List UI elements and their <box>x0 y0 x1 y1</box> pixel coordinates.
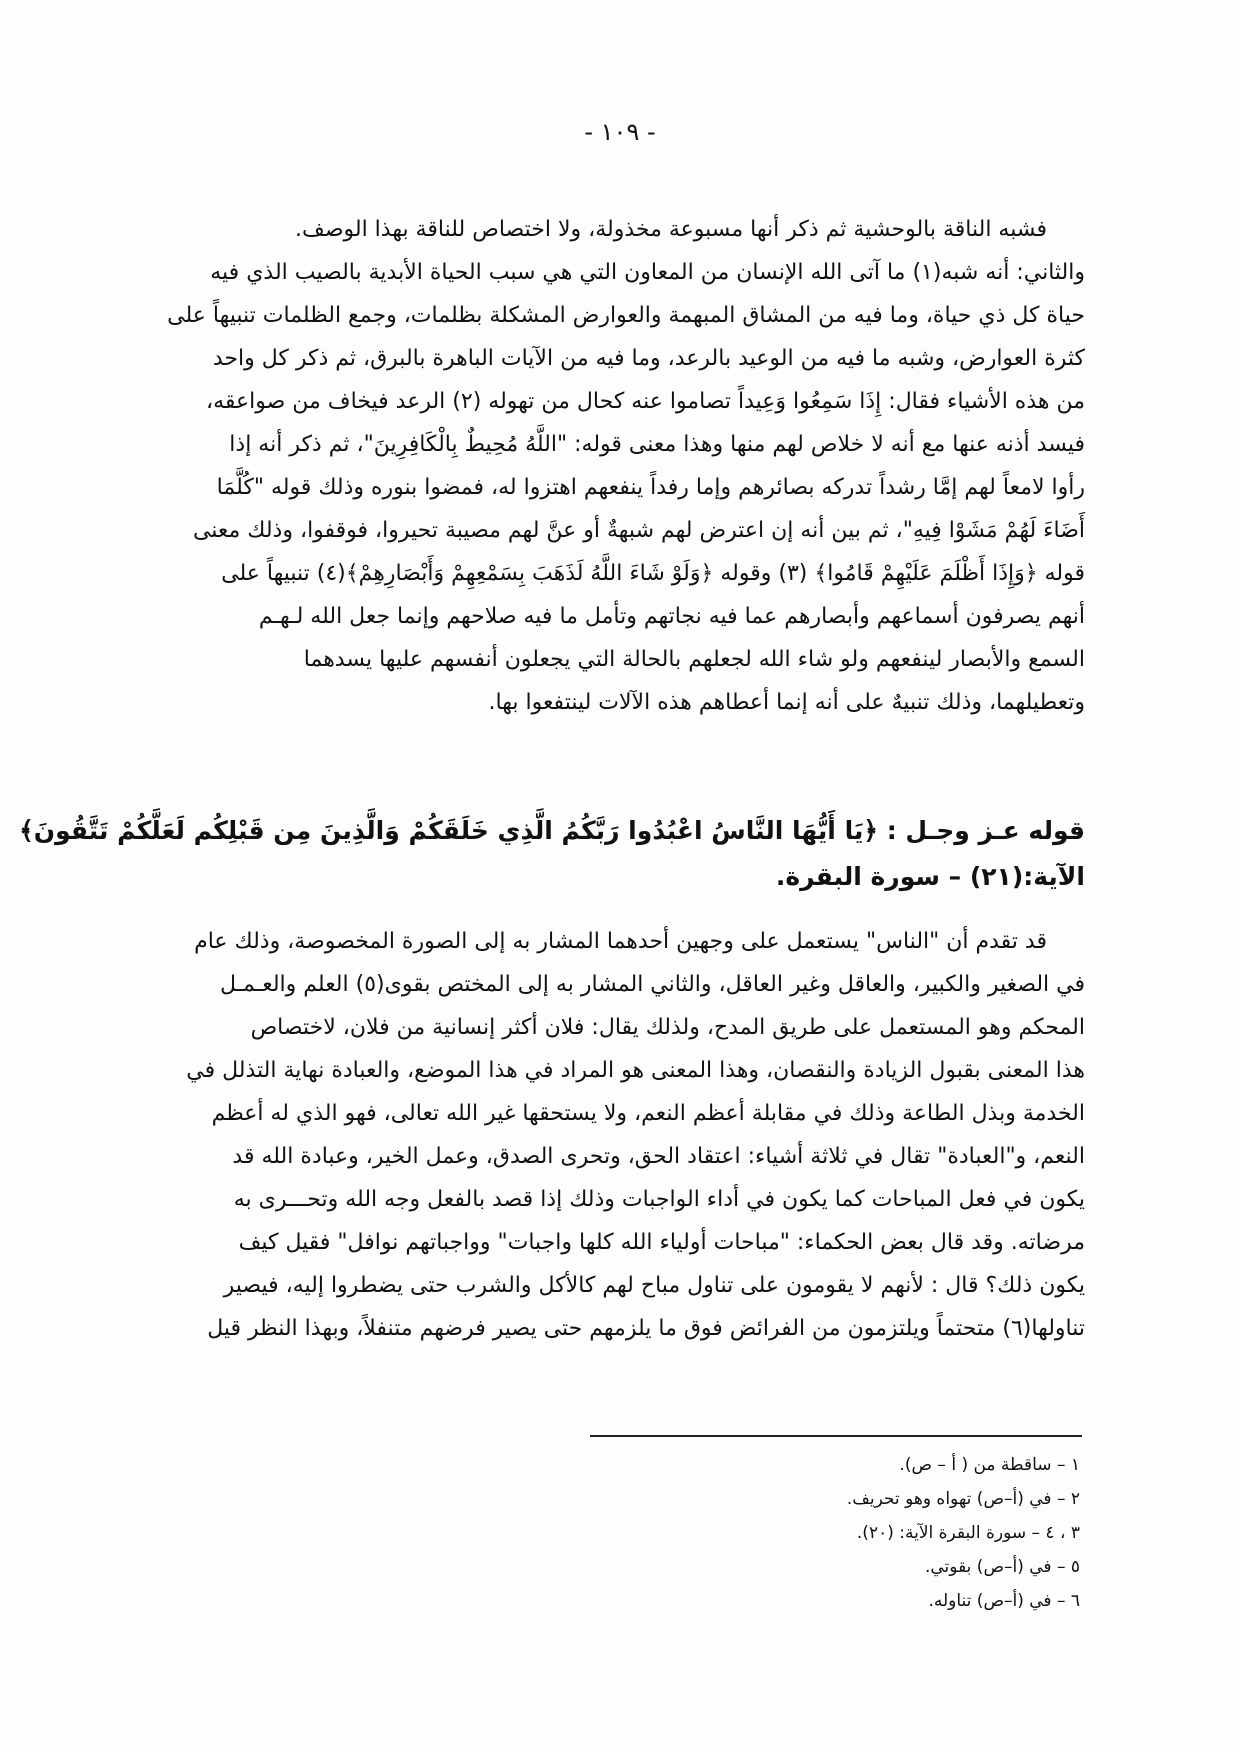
text-line: قوله ﴿وَإِذَا أَظْلَمَ عَلَيْهِمْ قَامُوا﴾ (٣) وقوله ﴿وَلَوْ شَاءَ اللَّهُ لَذَهَبَ بِسَمْعِهِمْ وَأَبْصَارِهِمْ﴾(٤) تنبيهاً على <box>221 561 1085 586</box>
verse-heading-line: قوله عـز وجـل : ﴿يَا أَيُّهَا النَّاسُ اعْبُدُوا رَبَّكُمُ الَّذِي خَلَقَكُمْ وَالَّذِينَ مِن قَبْلِكُم لَعَلَّكُمْ تَتَّقُونَ﴾ <box>19 816 1085 845</box>
verse-heading <box>19 808 1085 900</box>
footnotes <box>600 1448 1080 1618</box>
footnote: ٦ – في (أ–ص) تناوله. <box>928 1591 1080 1611</box>
text-line: يكون ذلك؟ قال : لأنهم لا يقومون على تناول مباح لهم كالأكل والشرب حتى يضطروا إليه، فيصير <box>223 1273 1085 1298</box>
paragraph-2 <box>170 920 1085 1350</box>
text-line: يكون في فعل المباحات كما يكون في أداء الواجبات وذلك إذا قصد بالفعل وجه الله وتحـــرى به <box>233 1187 1085 1212</box>
text-line: مرضاته. وقد قال بعض الحكماء: "مباحات أولياء الله كلها واجبات" وواجباتهم نوافل" فقيل كيف <box>238 1230 1085 1255</box>
text-line: هذا المعنى بقبول الزيادة والنقصان، وهذا المعنى هو المراد في هذا الموضع، والعبادة نهاية التذلل في <box>186 1058 1085 1083</box>
text-line: رأوا لامعاً لهم إمَّا رشداً تدركه بصائرهم وإما رفداً ينفعهم اهتزوا له، فمضوا بنوره وذلك قوله "كُلَّمَا <box>216 475 1085 500</box>
text-line: فيسد أذنه عنها مع أنه لا خلاص لهم منها وهذا معنى قوله: "اللَّهُ مُحِيطٌ بِالْكَافِرِينَ"، ثم ذكر أنه إذا <box>229 432 1085 457</box>
page-number: - ١٠٩ - <box>584 118 656 146</box>
text-line: حياة كل ذي حياة، وما فيه من المشاق المبهمة والعوارض المشكلة بظلمات، وجمع الظلمات تنبيهاً على <box>167 303 1085 328</box>
verse-reference: الآية:(٢١) – سورة البقرة. <box>775 862 1085 891</box>
footnote: ٣ ، ٤ – سورة البقرة الآية: (٢٠). <box>856 1523 1080 1543</box>
text-line: قد تقدم أن "الناس" يستعمل على وجهين أحدهما المشار به إلى الصورة المخصوصة، وذلك عام <box>194 929 1047 954</box>
text-line: تناولها(٦) متحتماً ويلتزمون من الفرائض فوق ما يلزمهم حتى يصير فرضهم متنفلاً، وبهذا النظر قيل <box>207 1316 1085 1341</box>
text-line: كثرة العوارض، وشبه ما فيه من الوعيد بالرعد، وما فيه من الآيات الباهرة بالبرق، ثم ذكر كل واحد <box>212 346 1085 371</box>
text-line: من هذه الأشياء فقال: إِذَا سَمِعُوا وَعِيداً تصاموا عنه كحال من تهوله (٢) الرعد فيخاف من صواعقه، <box>205 389 1085 414</box>
text-line: المحكم وهو المستعمل على طريق المدح، ولذلك يقال: فلان أكثر إنسانية من فلان، لاختصاص <box>250 1015 1085 1040</box>
paragraph-1 <box>167 208 1085 724</box>
text-line: الخدمة وبذل الطاعة وذلك في مقابلة أعظم النعم، ولا يستحقها غير الله تعالى، فهو الذي له أعظم <box>211 1101 1085 1126</box>
text-line: النعم، و"العبادة" تقال في ثلاثة أشياء: اعتقاد الحق، وتحرى الصدق، وعمل الخير، وعبادة الله قد <box>232 1144 1085 1169</box>
text-line: والثاني: أنه شبه(١) ما آتى الله الإنسان من المعاون التي هي سبب الحياة الأبدية بالصيب الذي فيه <box>210 260 1085 285</box>
footnote-divider <box>590 1435 1082 1437</box>
footnote: ٥ – في (أ–ص) بقوتي. <box>924 1557 1080 1577</box>
text-line: وتعطيلهما، وذلك تنبيهٌ على أنه إنما أعطاهم هذه الآلات لينتفعوا بها. <box>488 690 1085 715</box>
text-line: فشبه الناقة بالوحشية ثم ذكر أنها مسبوعة مخذولة، ولا اختصاص للناقة بهذا الوصف. <box>295 217 1047 242</box>
text-line: في الصغير والكبير، والعاقل وغير العاقل، والثاني المشار به إلى المختص بقوى(٥) العلم والعـمـل <box>219 972 1085 997</box>
footnote: ٢ – في (أ–ص) تهواه وهو تحريف. <box>846 1489 1080 1509</box>
text-line: السمع والأبصار لينفعهم ولو شاء الله لجعلهم بالحالة التي يجعلون أنفسهم عليها يسدهما <box>303 647 1085 672</box>
text-line: أنهم يصرفون أسماعهم وأبصارهم عما فيه نجاتهم وتأمل ما فيه صلاحهم وإنما جعل الله لـهـم <box>258 604 1085 629</box>
text-line: أَضَاءَ لَهُمْ مَشَوْا فِيهِ"، ثم بين أنه إن اعترض لهم شبهةٌ أو عنَّ لهم مصيبة تحيروا، فوقفوا، وذلك معنى <box>192 518 1085 543</box>
footnote: ١ – ساقطة من ( أ – ص). <box>899 1455 1080 1475</box>
